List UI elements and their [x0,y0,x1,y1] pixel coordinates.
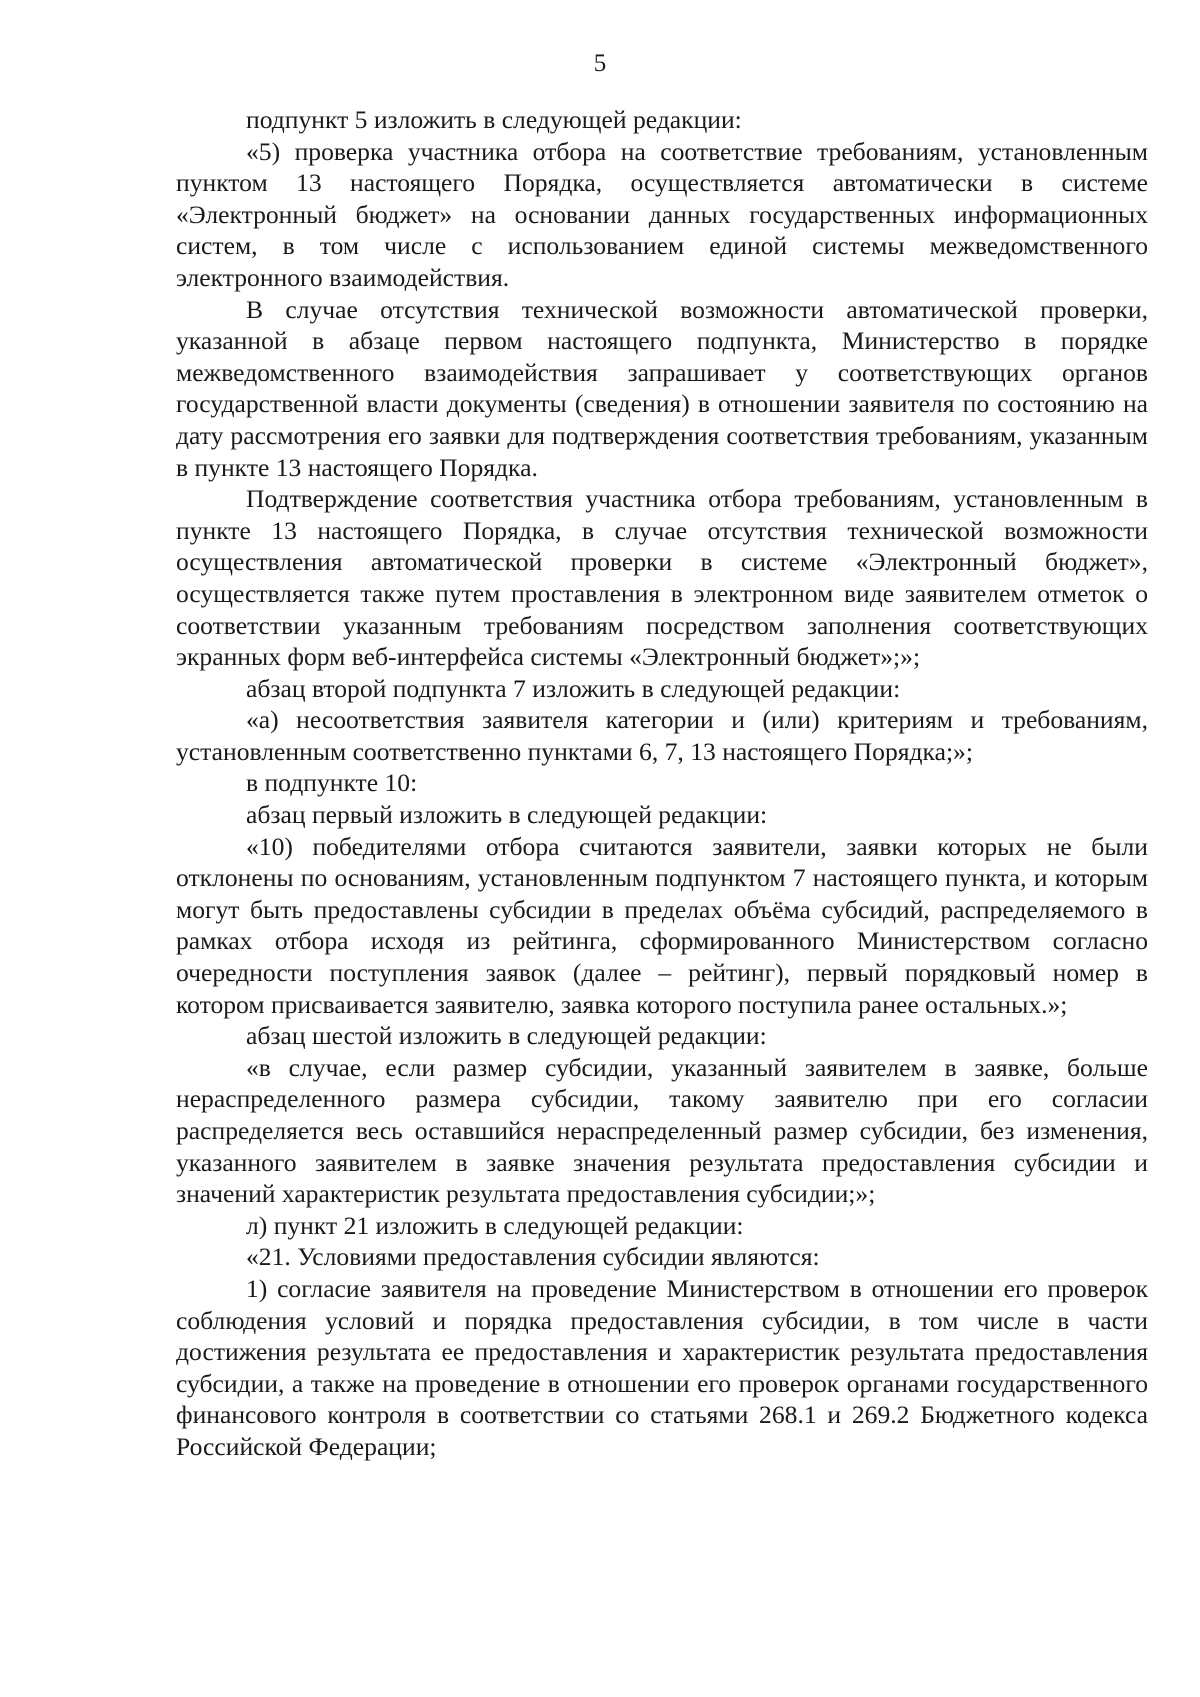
paragraph: В случае отсутствия технической возможности автоматической проверки, указанной в абзаце первом настоящего подпункта, Министерство в порядке межведомственного взаимодействия запрашивает у соответствующих органов государственной власти документы (сведения) в отношении заявителя по состоянию на дату рассмотрения его заявки для подтверждения соответствия требованиям, указанным в пункте 13 настоящего Порядка. [176,294,1148,482]
paragraph: «5) проверка участника отбора на соответствие требованиям, установленным пунктом 13 настоящего Порядка, осуществляется автоматически в системе «Электронный бюджет» на основании данных государственных информационных систем, в том числе с использованием единой системы межведомственного электронного взаимодействия. [176,136,1148,292]
paragraph: л) пункт 21 изложить в следующей редакции: [246,1210,744,1240]
paragraph: Подтверждение соответствия участника отбора требованиям, установленным в пункте 13 настоящего Порядка, в случае отсутствия технической возможности осуществления автоматической проверки в системе «Электронный бюджет», осуществляется также путем проставления в электронном виде заявителем отметок о соответствии указанным требованиям посредством заполнения соответствующих экранных форм веб-интерфейса системы «Электронный бюджет»;»; [176,484,1148,672]
paragraph: 1) согласие заявителя на проведение Министерством в отношении его проверок соблюдения условий и порядка предоставления субсидии, в том числе в части достижения результата ее предоставления и характеристик результата предоставления субсидии, а также на проведение в отношении его проверок органами государственного финансового контроля в соответствии со статьями 268.1 и 269.2 Бюджетного кодекса Российской Федерации; [176,1273,1148,1461]
paragraph: в подпункте 10: [246,768,418,798]
page-number: 5 [593,50,607,77]
paragraph: «а) несоответствия заявителя категории и (или) критериям и требованиям, установленным соответственно пунктами 6, 7, 13 настоящего Порядка;»; [176,705,1148,766]
paragraph: подпункт 5 изложить в следующей редакции: [246,105,742,134]
paragraph: «21. Условиями предоставления субсидии являются: [246,1242,820,1272]
paragraph: «в случае, если размер субсидии, указанный заявителем в заявке, больше нераспределенного размера субсидии, такому заявителю при его согласии распределяется весь оставшийся нераспределенный размер субсидии, без изменения, указанного заявителем в заявке значения результата предоставления субсидии и значений характеристик результата предоставления субсидии;»; [176,1052,1148,1209]
paragraph: абзац второй подпункта 7 изложить в следующей редакции: [246,673,901,703]
paragraph: абзац шестой изложить в следующей редакции: [246,1021,767,1051]
paragraph: «10) победителями отбора считаются заявители, заявки которых не были отклонены по основаниям, установленным подпунктом 7 настоящего пункта, и которым могут быть предоставлены субсидии в пределах объёма субсидий, распределяемого в рамках отбора исходя из рейтинга, сформированного Министерством согласно очередности поступления заявок (далее – рейтинг), первый порядковый номер в котором присваивается заявителю, заявка которого поступила ранее остальных.»; [176,831,1148,1019]
paragraph: абзац первый изложить в следующей редакции: [246,800,768,830]
document-body [176,104,1148,1463]
